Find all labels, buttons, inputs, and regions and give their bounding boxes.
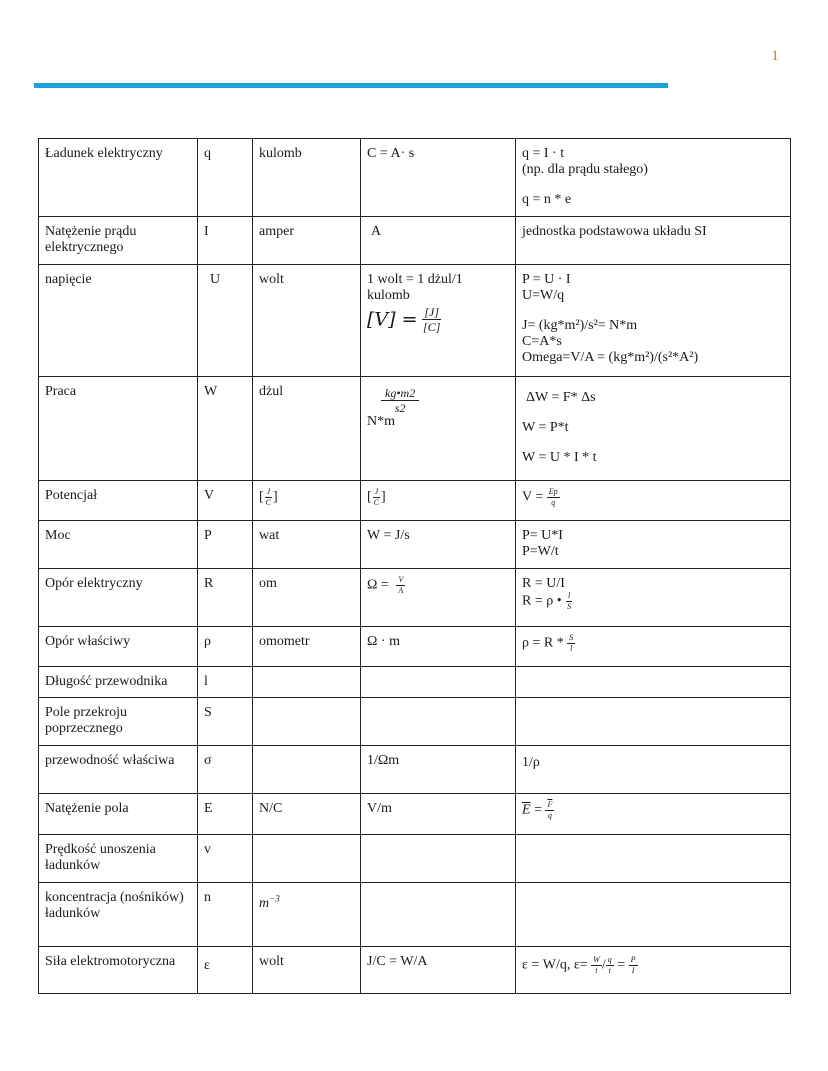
quantity-symbol: P (198, 521, 253, 569)
unit-derivation: C = A· s (361, 139, 516, 217)
quantity-symbol: v (198, 835, 253, 883)
symbol-text: ε (204, 958, 210, 973)
fraction (591, 956, 602, 975)
fraction (381, 387, 419, 414)
formula-line: C=A*s (522, 334, 562, 349)
unit-derivation (361, 883, 516, 947)
fraction-denominator: t (608, 966, 611, 975)
quantity-symbol: V (198, 481, 253, 521)
quantity-symbol (198, 265, 253, 377)
fraction-denominator: t (595, 966, 598, 975)
unit-derivation (361, 835, 516, 883)
fraction (567, 634, 575, 653)
derivation-line: 1 wolt = 1 dżul/1 (367, 272, 463, 287)
fraction (565, 592, 573, 611)
fraction-denominator: q (547, 811, 552, 820)
fraction-denominator: s2 (394, 401, 406, 415)
unit-name (253, 746, 361, 794)
fraction-lhs: [V] = (367, 308, 418, 331)
unit-name: amper (253, 217, 361, 265)
formula-lhs: ε = W/q, ε= (522, 957, 588, 973)
unit-name: N/C (253, 794, 361, 835)
quantity-symbol: ρ (198, 627, 253, 667)
fraction-denominator: l (570, 644, 573, 653)
table-row (39, 746, 791, 794)
table-row (39, 217, 791, 265)
fraction-numerator: l (568, 591, 571, 600)
fraction (264, 488, 273, 507)
quantity-symbol (198, 947, 253, 994)
table-row (39, 481, 791, 521)
fraction-denominator: q (551, 498, 556, 507)
slash: / (601, 957, 606, 973)
fraction-denominator: [C] (423, 320, 441, 334)
unit-derivation (361, 481, 516, 521)
fraction (372, 488, 381, 507)
unit-name (253, 667, 361, 698)
formula-line: P=W/t (522, 544, 559, 559)
quantity-name: Prędkość unoszenia ładunków (39, 835, 198, 883)
unit-name: wolt (253, 947, 361, 994)
fraction (547, 488, 560, 507)
formula-cell (516, 883, 791, 947)
table-row (39, 698, 791, 746)
unit-derivation: 1/Ωm (361, 746, 516, 794)
fraction-numerator: [J] (424, 305, 440, 319)
unit-name: kulomb (253, 139, 361, 217)
work-fraction (367, 387, 509, 414)
symbol-text: U (210, 272, 221, 287)
unit-derivation (361, 698, 516, 746)
formula-cell (516, 481, 791, 521)
formula-line: (np. dla prądu stałego) (522, 162, 648, 177)
unit-derivation (361, 265, 516, 377)
formula-cell (516, 667, 791, 698)
table-row (39, 794, 791, 835)
fraction-numerator: P (630, 955, 636, 964)
bracket-close: ] (381, 489, 386, 505)
formula-lhs: V = (522, 489, 544, 505)
quantity-name: Pole przekroju poprzecznego (39, 698, 198, 746)
header-rule (34, 83, 668, 88)
unit-name (253, 883, 361, 947)
formula-cell (516, 217, 791, 265)
formula-line: W = U * I * t (522, 450, 597, 465)
quantity-symbol: R (198, 569, 253, 627)
quantity-name: Natężenie pola (39, 794, 198, 835)
unit-name: wat (253, 521, 361, 569)
unit-derivation (361, 667, 516, 698)
unit-derivation (361, 569, 516, 627)
unit-derivation: J/C = W/A (361, 947, 516, 994)
fraction-denominator: C (265, 498, 272, 507)
table-row (39, 883, 791, 947)
fraction-denominator: C (373, 498, 380, 507)
bracket-open: [ (367, 489, 372, 505)
emf-formula (522, 956, 784, 975)
fraction-numerator: W (593, 955, 600, 964)
unit-name: omometr (253, 627, 361, 667)
formula-cell (516, 521, 791, 569)
formula-cell (516, 947, 791, 994)
quantity-name: koncentracja (nośników) ładunków (39, 883, 198, 947)
quantity-name: przewodność właściwa (39, 746, 198, 794)
unit-exponent: −3 (269, 893, 280, 904)
unit-derivation: Ω · m (361, 627, 516, 667)
bracket-close: ] (273, 489, 278, 505)
formula-cell (516, 794, 791, 835)
formula-line: q = n * e (522, 192, 572, 207)
quantity-name: napięcie (39, 265, 198, 377)
fraction-numerator: $\overline{F}$ (547, 800, 553, 809)
formula-lhs: R = ρ • (522, 593, 562, 609)
quantity-name: Potencjał (39, 481, 198, 521)
fraction-denominator: I (631, 966, 635, 975)
quantity-name: Opór właściwy (39, 627, 198, 667)
formula-cell (516, 265, 791, 377)
quantity-symbol: S (198, 698, 253, 746)
bracket-open: [ (259, 489, 264, 505)
table-row (39, 139, 791, 217)
quantity-name: Natężenie prądu elektrycznego (39, 217, 198, 265)
fraction-numerator: J (374, 487, 379, 496)
formula-table (38, 138, 791, 994)
fraction-denominator: S (567, 602, 572, 611)
equals-sign: = (534, 802, 542, 818)
formula-cell (516, 698, 791, 746)
fraction (545, 801, 554, 820)
table-row (39, 947, 791, 994)
equals-sign: = (617, 957, 626, 973)
formula-cell (516, 746, 791, 794)
formula-line: U=W/q (522, 288, 565, 303)
quantity-symbol: l (198, 667, 253, 698)
unit-derivation: W = J/s (361, 521, 516, 569)
table-row (39, 265, 791, 377)
page-number: 1 (771, 48, 779, 64)
fraction (421, 306, 442, 333)
quantity-name: Opór elektryczny (39, 569, 198, 627)
quantity-name: Długość przewodnika (39, 667, 198, 698)
fraction-numerator: J (266, 487, 271, 496)
vector-e: $\overline{E}$ (522, 802, 531, 818)
formula-cell (516, 569, 791, 627)
unit-name (253, 835, 361, 883)
table-row (39, 521, 791, 569)
formula-line: ΔW = F* Δs (526, 390, 596, 405)
quantity-name: Siła elektromotoryczna (39, 947, 198, 994)
formula-line: P = U · I (522, 272, 571, 287)
quantity-symbol: I (198, 217, 253, 265)
fraction-lhs: Ω = (367, 577, 389, 593)
derivation-text: A (371, 224, 382, 239)
table-row (39, 569, 791, 627)
formula-line: J= (kg*m²)/s²= N*m (522, 318, 638, 333)
formula-line: W = P*t (522, 420, 569, 435)
table-row (39, 667, 791, 698)
unit-name (253, 698, 361, 746)
volt-fraction (367, 306, 509, 333)
unit-derivation: V/m (361, 794, 516, 835)
table-row (39, 627, 791, 667)
unit-name (253, 481, 361, 521)
quantity-symbol: E (198, 794, 253, 835)
formula-cell (516, 377, 791, 481)
fraction (396, 576, 405, 595)
fraction-numerator: V (398, 575, 404, 584)
formula-cell (516, 835, 791, 883)
formula-line: q = I · t (522, 146, 565, 161)
quantity-name: Moc (39, 521, 198, 569)
unit-name: om (253, 569, 361, 627)
formula-line: R = U/I (522, 576, 565, 591)
formula-line: 1/ρ (522, 755, 540, 770)
fraction-numerator: kg•m2 (381, 387, 419, 401)
derivation-line: N*m (367, 414, 395, 429)
fraction-numerator: S (569, 633, 574, 642)
fraction-numerator: q (607, 955, 612, 964)
quantity-name: Praca (39, 377, 198, 481)
unit-derivation (361, 217, 516, 265)
derivation-line: kulomb (367, 288, 410, 303)
formula-cell (516, 627, 791, 667)
quantity-symbol: q (198, 139, 253, 217)
unit-name: dżul (253, 377, 361, 481)
quantity-symbol: n (198, 883, 253, 947)
table-row (39, 835, 791, 883)
fraction-denominator: A (398, 586, 404, 595)
quantity-symbol: W (198, 377, 253, 481)
unit-derivation (361, 377, 516, 481)
fraction (629, 956, 638, 975)
unit-base: m (259, 896, 270, 911)
fraction-numerator: Ep (548, 487, 558, 496)
quantity-symbol: σ (198, 746, 253, 794)
table-row (39, 377, 791, 481)
resistance-formula (522, 592, 784, 611)
formula-line: Omega=V/A = (kg*m²)/(s²*A²) (522, 350, 699, 365)
formula-line: jednostka podstawowa układu SI (522, 224, 707, 239)
fraction (606, 956, 614, 975)
formula-cell (516, 139, 791, 217)
unit-name: wolt (253, 265, 361, 377)
formula-lhs: ρ = R * (522, 635, 564, 651)
quantity-name: Ładunek elektryczny (39, 139, 198, 217)
formula-line: P= U*I (522, 528, 563, 543)
